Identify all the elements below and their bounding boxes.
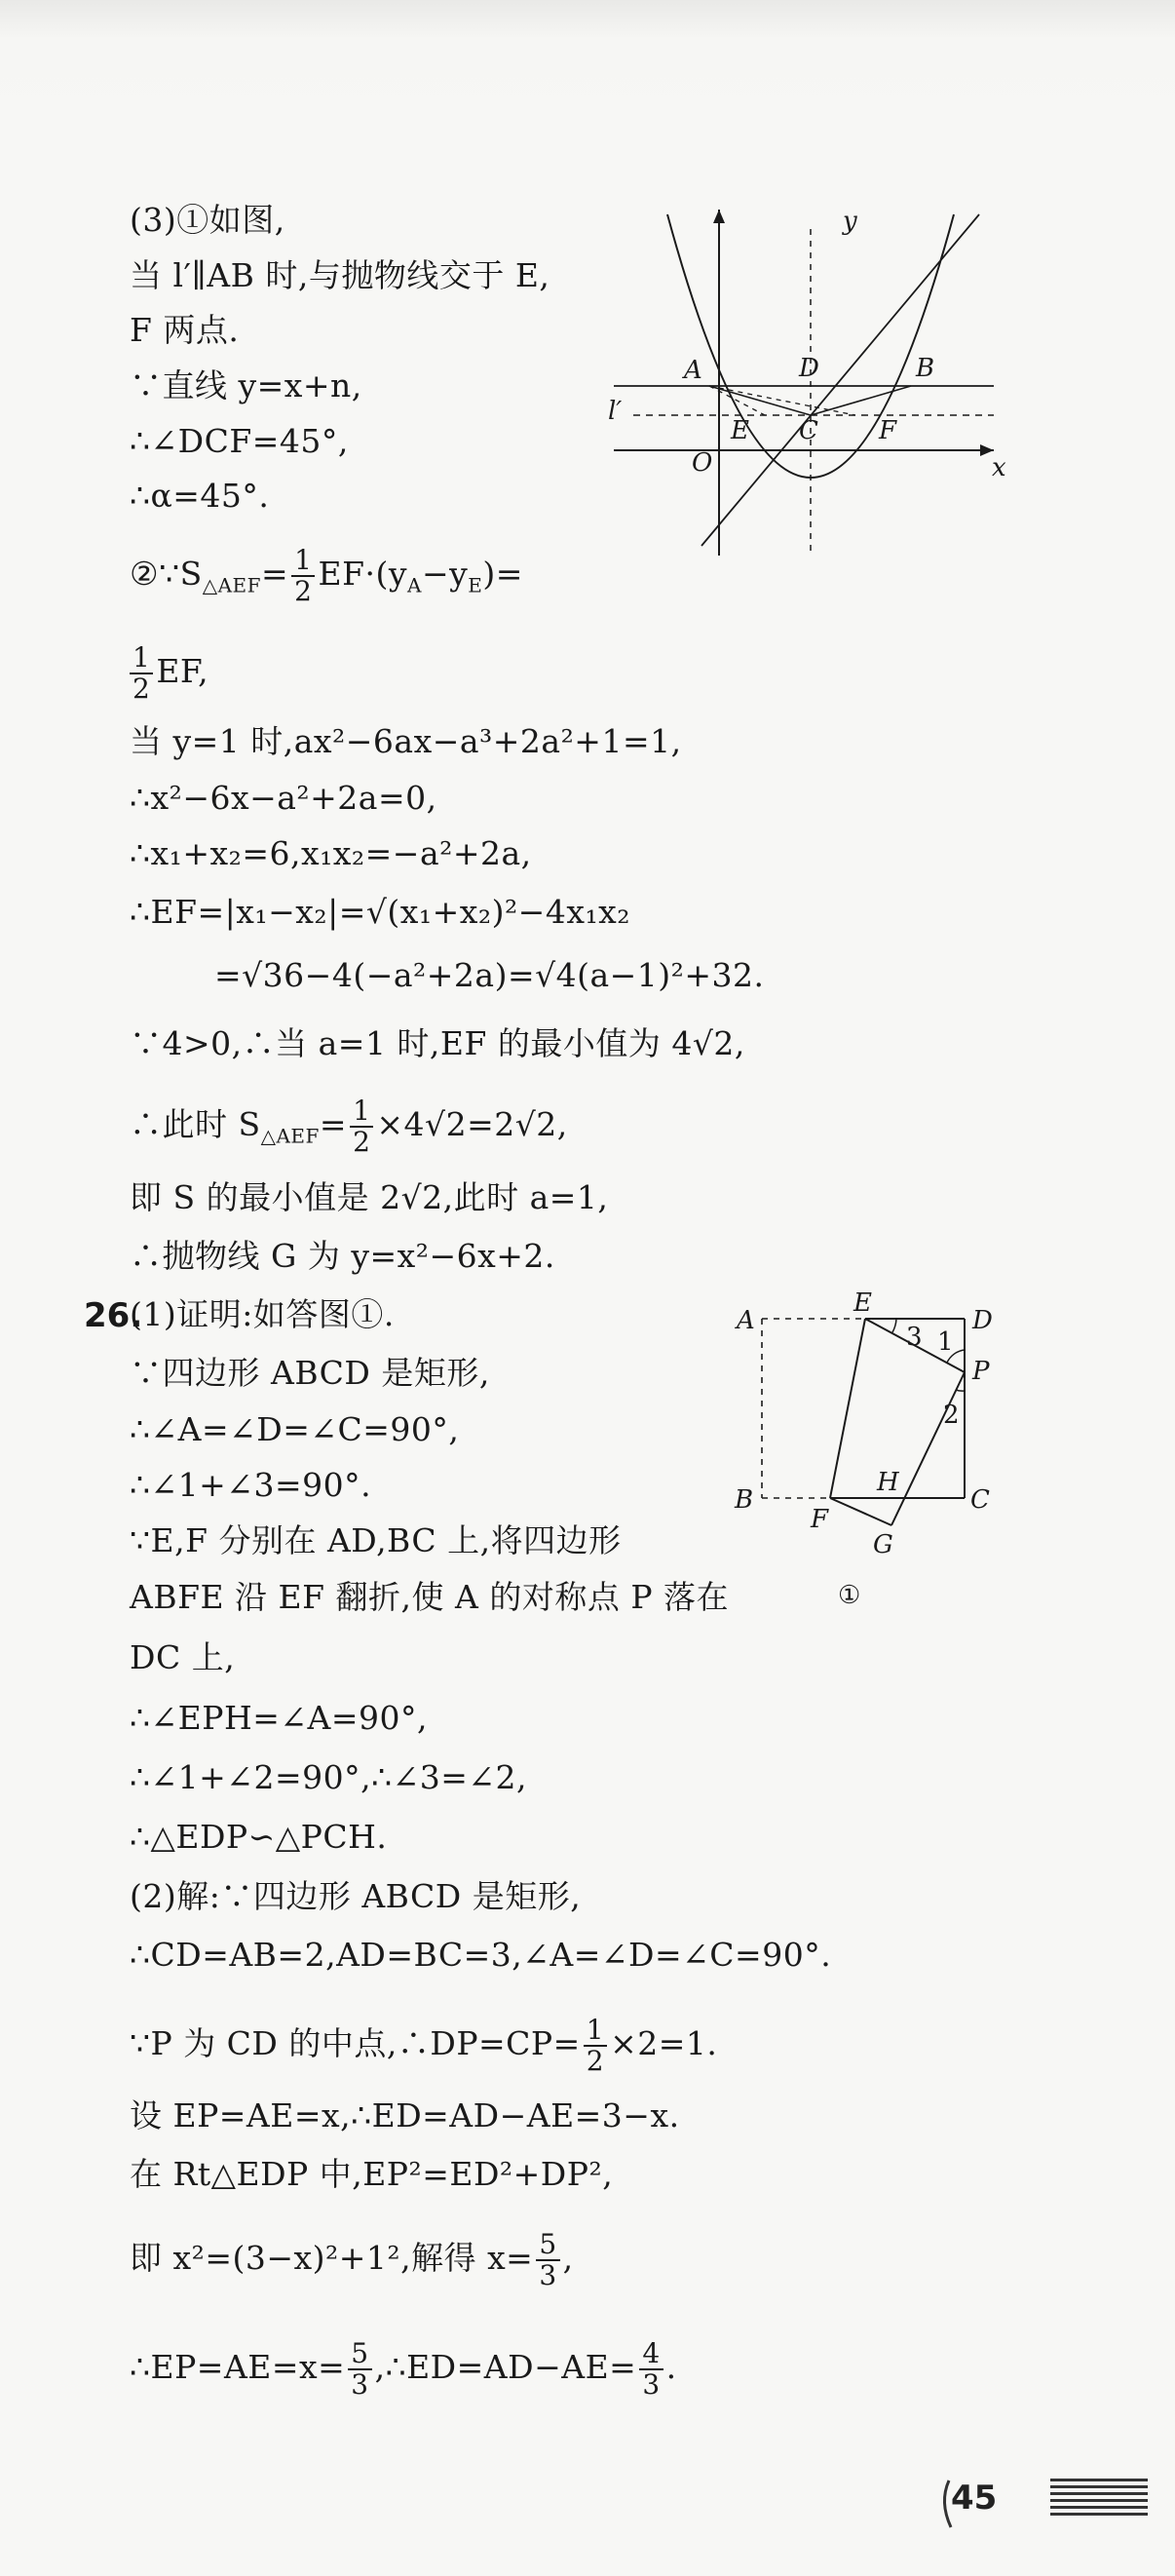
decorative-stripes [1050, 2479, 1148, 2527]
fold-EF [830, 1319, 865, 1498]
text: ,∴ED=AD−AE= [374, 2348, 637, 2386]
page-number-tab [935, 2471, 1150, 2539]
area-formula-line [130, 546, 523, 606]
label-A: A [684, 356, 702, 385]
fraction [584, 2016, 607, 2076]
subscript: △AEF [202, 573, 261, 597]
area-formula-cont [130, 643, 208, 704]
y-axis-arrow [713, 210, 725, 223]
segment-AF [709, 386, 855, 415]
text: ∵P 为 CD 的中点,∴DP=CP= [130, 2024, 581, 2062]
denominator: 2 [133, 673, 151, 705]
subscript: △AEF [260, 1124, 320, 1148]
text: ②∵S [130, 555, 203, 593]
fraction [348, 2339, 371, 2400]
question-number: 26. [84, 1296, 143, 1335]
denominator: 3 [539, 2259, 557, 2291]
fraction [639, 2339, 663, 2400]
label-H: H [877, 1468, 899, 1497]
text-line: ∴x₁+x₂=6,x₁x₂=−a²+2a, [130, 834, 532, 872]
denominator: 3 [642, 2368, 661, 2401]
text-line: ∵4>0,∴当 a=1 时,EF 的最小值为 4√2, [130, 1024, 745, 1062]
text: . [665, 2348, 677, 2386]
text: ×4√2=2√2, [376, 1105, 568, 1143]
label-G: G [873, 1530, 893, 1559]
text-line: ∵四边形 ABCD 是矩形, [130, 1354, 490, 1392]
text: , [562, 2239, 574, 2277]
text-line: ∴α=45°. [130, 477, 270, 515]
text-line: (1)证明:如答图①. [130, 1295, 395, 1333]
angle-2-arc [956, 1390, 965, 1391]
text-line: DC 上, [130, 1638, 236, 1676]
result-line [130, 2339, 677, 2400]
numerator: 4 [639, 2339, 663, 2370]
denominator: 2 [353, 1126, 371, 1158]
numerator: 5 [348, 2339, 371, 2370]
line-y-x-n [701, 214, 979, 546]
label-y: y [843, 207, 857, 236]
parabola-diagram [594, 195, 1013, 575]
text-line: ∴∠DCF=45°, [130, 422, 349, 460]
text: = [261, 555, 289, 593]
text-line: (3)①如图, [130, 201, 285, 239]
text: −y [421, 555, 469, 593]
fraction [130, 643, 153, 704]
angle-2-label: 2 [943, 1401, 960, 1430]
fraction [291, 546, 315, 606]
text: ∴此时 S [130, 1105, 261, 1143]
text-line: ∵直线 y=x+n, [130, 366, 362, 404]
text-line: =√36−4(−a²+2a)=√4(a−1)²+32. [214, 956, 765, 994]
text-line: (2)解:∵四边形 ABCD 是矩形, [130, 1877, 582, 1915]
text: EF·(y [318, 555, 407, 593]
text: )= [482, 555, 523, 593]
label-C: C [799, 416, 818, 445]
numerator: 1 [130, 643, 153, 674]
numerator: 1 [350, 1096, 373, 1128]
text-line: ∴∠1+∠3=90°. [130, 1466, 372, 1504]
text-line: ∴∠A=∠D=∠C=90°, [130, 1410, 460, 1448]
text-line: ∴CD=AB=2,AD=BC=3,∠A=∠D=∠C=90°. [130, 1936, 832, 1974]
text-line: ∴EF=|x₁−x₂|=√(x₁+x₂)²−4x₁x₂ [130, 893, 631, 931]
text-line: F 两点. [130, 311, 240, 349]
angle-3-arc [892, 1319, 896, 1332]
folded-rectangle-diagram [721, 1282, 1033, 1613]
segment-CB [811, 386, 911, 415]
label-P: P [972, 1357, 990, 1386]
subscript: A [406, 573, 422, 597]
denominator: 2 [586, 2045, 605, 2077]
label-C: C [970, 1485, 990, 1515]
label-E: E [853, 1288, 872, 1318]
numerator: 1 [291, 546, 315, 577]
text: ×2=1. [610, 2024, 718, 2062]
side-PG [891, 1372, 965, 1525]
solve-line [130, 2230, 574, 2290]
text: 即 x²=(3−x)²+1²,解得 x= [130, 2239, 534, 2277]
label-D: D [972, 1306, 993, 1335]
label-D: D [799, 354, 819, 383]
text-line: ∴∠1+∠2=90°,∴∠3=∠2, [130, 1758, 527, 1796]
label-F: F [879, 416, 897, 445]
denominator: 3 [351, 2368, 369, 2401]
text-line: ∴x²−6x−a²+2a=0, [130, 779, 437, 817]
label-F: F [811, 1505, 829, 1534]
text-line: 设 EP=AE=x,∴ED=AD−AE=3−x. [130, 2096, 680, 2134]
midpoint-line [130, 2016, 717, 2076]
segment-AE [709, 386, 765, 415]
segment-AC [709, 386, 811, 415]
text-line: ∵E,F 分别在 AD,BC 上,将四边形 [130, 1521, 622, 1559]
label-x: x [992, 453, 1006, 482]
min-area-line [130, 1096, 568, 1157]
fraction [350, 1096, 373, 1157]
label-E: E [731, 416, 749, 445]
text-line: 当 y=1 时,ax²−6ax−a³+2a²+1=1, [130, 722, 682, 760]
label-O: O [692, 448, 713, 478]
subscript: E [468, 573, 483, 597]
side-FG [830, 1498, 891, 1525]
page-number: 45 [951, 2479, 998, 2518]
text-line: ∴∠EPH=∠A=90°, [130, 1699, 428, 1737]
label-A: A [737, 1306, 755, 1335]
angle-3-label: 3 [906, 1323, 923, 1352]
text-line: 当 l′∥AB 时,与抛物线交于 E, [130, 256, 550, 294]
denominator: 2 [294, 575, 313, 607]
text: ∴EP=AE=x= [130, 2348, 346, 2386]
figure-caption: ① [838, 1581, 861, 1610]
text-line: ∴△EDP∽△PCH. [130, 1818, 388, 1856]
label-l-prime: l′ [608, 397, 623, 426]
text-line: 在 Rt△EDP 中,EP²=ED²+DP², [130, 2155, 614, 2193]
label-B: B [916, 354, 935, 383]
numerator: 1 [584, 2016, 607, 2047]
fraction [536, 2230, 559, 2290]
numerator: 5 [536, 2230, 559, 2261]
text: = [319, 1105, 348, 1143]
text: EF, [156, 652, 209, 690]
label-B: B [735, 1485, 754, 1515]
text-line: ABFE 沿 EF 翻折,使 A 的对称点 P 落在 [130, 1578, 730, 1616]
text-line: ∴抛物线 G 为 y=x²−6x+2. [130, 1237, 555, 1275]
text-line: 即 S 的最小值是 2√2,此时 a=1, [130, 1178, 609, 1216]
angle-1-label: 1 [937, 1327, 954, 1357]
